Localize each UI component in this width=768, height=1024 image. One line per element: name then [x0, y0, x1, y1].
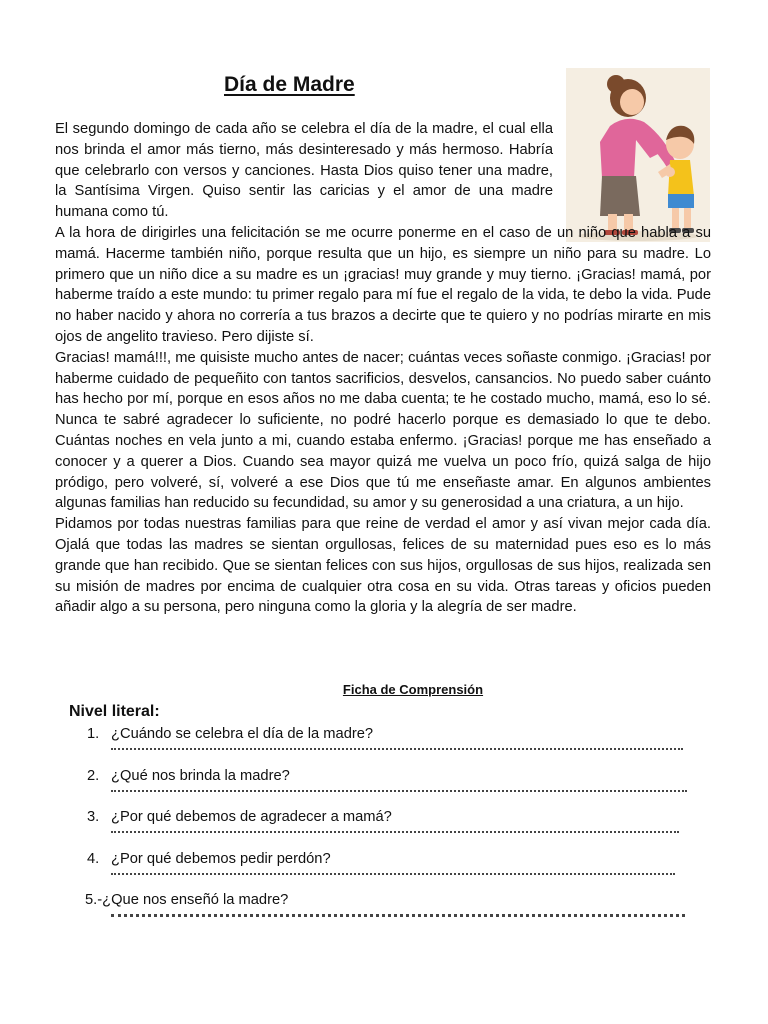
question-item	[0, 807, 768, 849]
question-list	[0, 724, 768, 932]
question-item	[0, 766, 768, 808]
question-item	[0, 890, 768, 932]
question-number: 2.	[87, 767, 100, 784]
question-item	[0, 724, 768, 766]
question-text: ¿Por qué debemos de agradecer a mamá?	[111, 809, 392, 825]
paragraph-4: Pidamos por todas nuestras familias para que reine de verdad el amor y así vivan mejor cada día. Ojalá que todas las madres se sientan orgullosas, felices de su maternidad pues eso es lo más grande que han recibido. Que se sientan felices con sus hijos, orgullosas de sus hijos, realizada sen su misión de madres por encima de cualquier otra cosa en su vida. Otras tareas y oficios pueden añadir algo a su persona, pero ninguna como la gloria y la alegría de ser madre.	[55, 516, 711, 616]
question-text: ¿Por qué debemos pedir perdón?	[111, 850, 331, 867]
answer-line[interactable]	[111, 790, 687, 792]
answer-line[interactable]	[111, 914, 685, 917]
question-text: 5.-¿Que nos enseñó la madre?	[85, 892, 289, 908]
document-title: Día de Madre	[224, 73, 355, 96]
worksheet-title: Ficha de Comprensión	[342, 682, 484, 697]
question-number: 3.	[87, 809, 100, 825]
question-item	[0, 849, 768, 891]
paragraph-1: El segundo domingo de cada año se celebra el día de la madre, el cual ella nos brinda el amor más tierno, más desinteresado y más hermoso. Habría que celebrarlo con versos y canciones. Hasta Dios quiso tener una madre, la Santísima Virgen. Quiso sentir las caricias y el amor de una madre humana como tú.	[55, 121, 553, 221]
question-number: 4.	[87, 850, 100, 867]
answer-line[interactable]	[111, 748, 683, 750]
answer-line[interactable]	[111, 831, 679, 833]
paragraph-2: A la hora de dirigirles una felicitación se me ocurre ponerme en el caso de un niño que habla a su mamá. Hacerme también niño, porque resulta que un hijo, es siempre un niño para su madre. Lo primero que un niño dice a su madre es un ¡gracias! muy grande y muy tierno. ¡Gracias! mamá, por haberme traído a este mundo: tu primer regalo para mí fue el regalo de la vida, te debo la vida. Pude no haber nacido y ahora no correría a tus brazos a decirte que te quiero y no podrías mirarte en mis ojos de angelito travieso. Pero dijiste sí.	[55, 224, 711, 345]
question-text: ¿Qué nos brinda la madre?	[111, 767, 290, 784]
question-text: ¿Cuándo se celebra el día de la madre?	[111, 726, 374, 742]
article-body	[55, 119, 711, 618]
level-heading: Nivel literal:	[69, 703, 160, 720]
question-number: 1.	[87, 726, 100, 742]
paragraph-3: Gracias! mamá!!!, me quisiste mucho antes de nacer; cuántas veces soñaste conmigo. ¡Gracias! por haberme cuidado de pequeñito con tantos sacrificios, desvelos, cansancios. No puedo saber cuánto has hecho por mí, porque en esos años no me daba cuenta; te he costado mucho, mamá, eso lo sé. Nunca te sabré agradecer lo suficiente, no podré hacerlo porque es demasiado lo que te debo. Cuántas noches en vela junto a mi, cuando estaba enfermo. ¡Gracias! porque me has enseñado a conocer y a querer a Dios. Cuando sea mayor quizá me vuelva un poco frío, quizá salga de hijo pródigo, pero volveré, sí, volveré a ese Dios que tú me enseñaste amar. En algunos ambientes algunas familias han reducido su fecundidad, su amor y su generosidad a una criatura, a un hijo.	[55, 349, 711, 512]
answer-line[interactable]	[111, 873, 675, 875]
